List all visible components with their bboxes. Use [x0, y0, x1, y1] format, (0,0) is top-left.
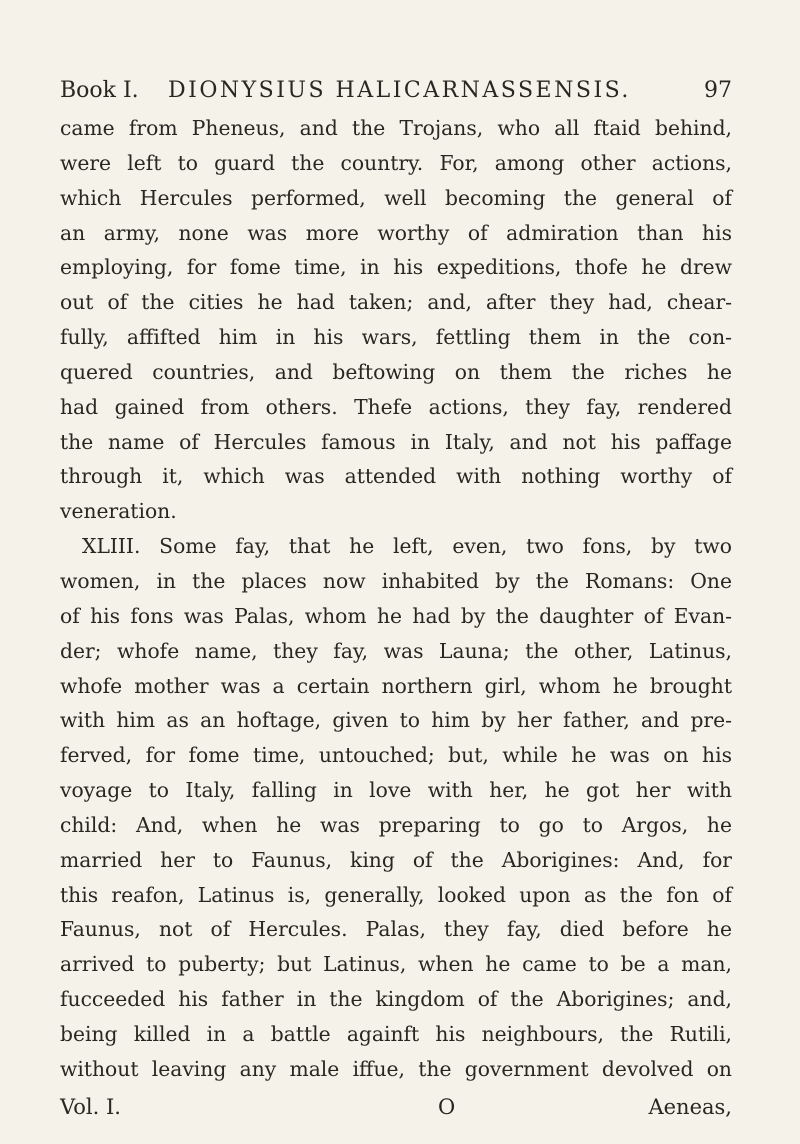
text-line: through it, which was attended with nothing worthy of	[60, 464, 732, 489]
text-line: of his fons was Palas, whom he had by the daughter of Evan-	[60, 603, 732, 628]
text-line: veneration.	[60, 499, 177, 524]
text-line: married her to Faunus, king of the Aborigines: And, for	[60, 847, 732, 872]
catchword: Aeneas,	[648, 1095, 732, 1119]
header-book-label: Book I.	[60, 78, 139, 103]
text-line: fully, affifted him in his wars, fettling them in the con-	[60, 325, 732, 350]
header-title: DIONYSIUS HALICARNASSENSIS.	[168, 78, 631, 103]
text-line: the name of Hercules famous in Italy, and not his paffage	[60, 429, 732, 454]
text-line: this reafon, Latinus is, generally, looked upon as the fon of	[60, 882, 732, 907]
text-line: out of the cities he had taken; and, after they had, chear-	[60, 290, 732, 315]
text-line: being killed in a battle againft his neighbours, the Rutili,	[60, 1021, 732, 1046]
text-line: der; whofe name, they fay, was Launa; the other, Latinus,	[60, 638, 732, 663]
text-line: fucceeded his father in the kingdom of the Aborigines; and,	[60, 987, 732, 1012]
text-line: Faunus, not of Hercules. Palas, they fay, died before he	[60, 917, 732, 942]
text-line: were left to guard the country. For, among other actions,	[60, 150, 732, 175]
text-line: came from Pheneus, and the Trojans, who all ftaid behind,	[60, 116, 732, 140]
text-line: women, in the places now inhabited by the Romans: One	[60, 568, 732, 593]
text-line: arrived to puberty; but Latinus, when he came to be a man,	[60, 952, 732, 977]
page-number: 97	[704, 78, 732, 103]
text-line: child: And, when he was preparing to go to Argos, he	[60, 812, 732, 837]
text-line: which Hercules performed, well becoming the general of	[60, 185, 732, 210]
section-heading-line: XLIII. Some fay, that he left, even, two fons, by two	[82, 534, 732, 559]
text-line: voyage to Italy, falling in love with her, he got her with	[60, 778, 732, 803]
text-line: with him as an hoftage, given to him by her father, and pre-	[60, 708, 732, 733]
text-line: quered countries, and beftowing on them the riches he	[60, 359, 732, 384]
text-line: whofe mother was a certain northern girl, whom he brought	[60, 673, 732, 698]
page-footer	[60, 1095, 732, 1129]
text-line: ferved, for fome time, untouched; but, while he was on his	[60, 743, 732, 768]
text-line: employing, for fome time, in his expeditions, thofe he drew	[60, 255, 732, 280]
volume-label: Vol. I.	[60, 1095, 121, 1119]
text-line: had gained from others. Thefe actions, they fay, rendered	[60, 394, 732, 419]
text-line: an army, none was more worthy of admiration than his	[60, 220, 732, 245]
signature-mark: O	[438, 1095, 456, 1119]
running-header	[60, 78, 732, 112]
body-text	[60, 111, 732, 1087]
text-line: without leaving any male iffue, the government devolved on	[60, 1056, 732, 1081]
